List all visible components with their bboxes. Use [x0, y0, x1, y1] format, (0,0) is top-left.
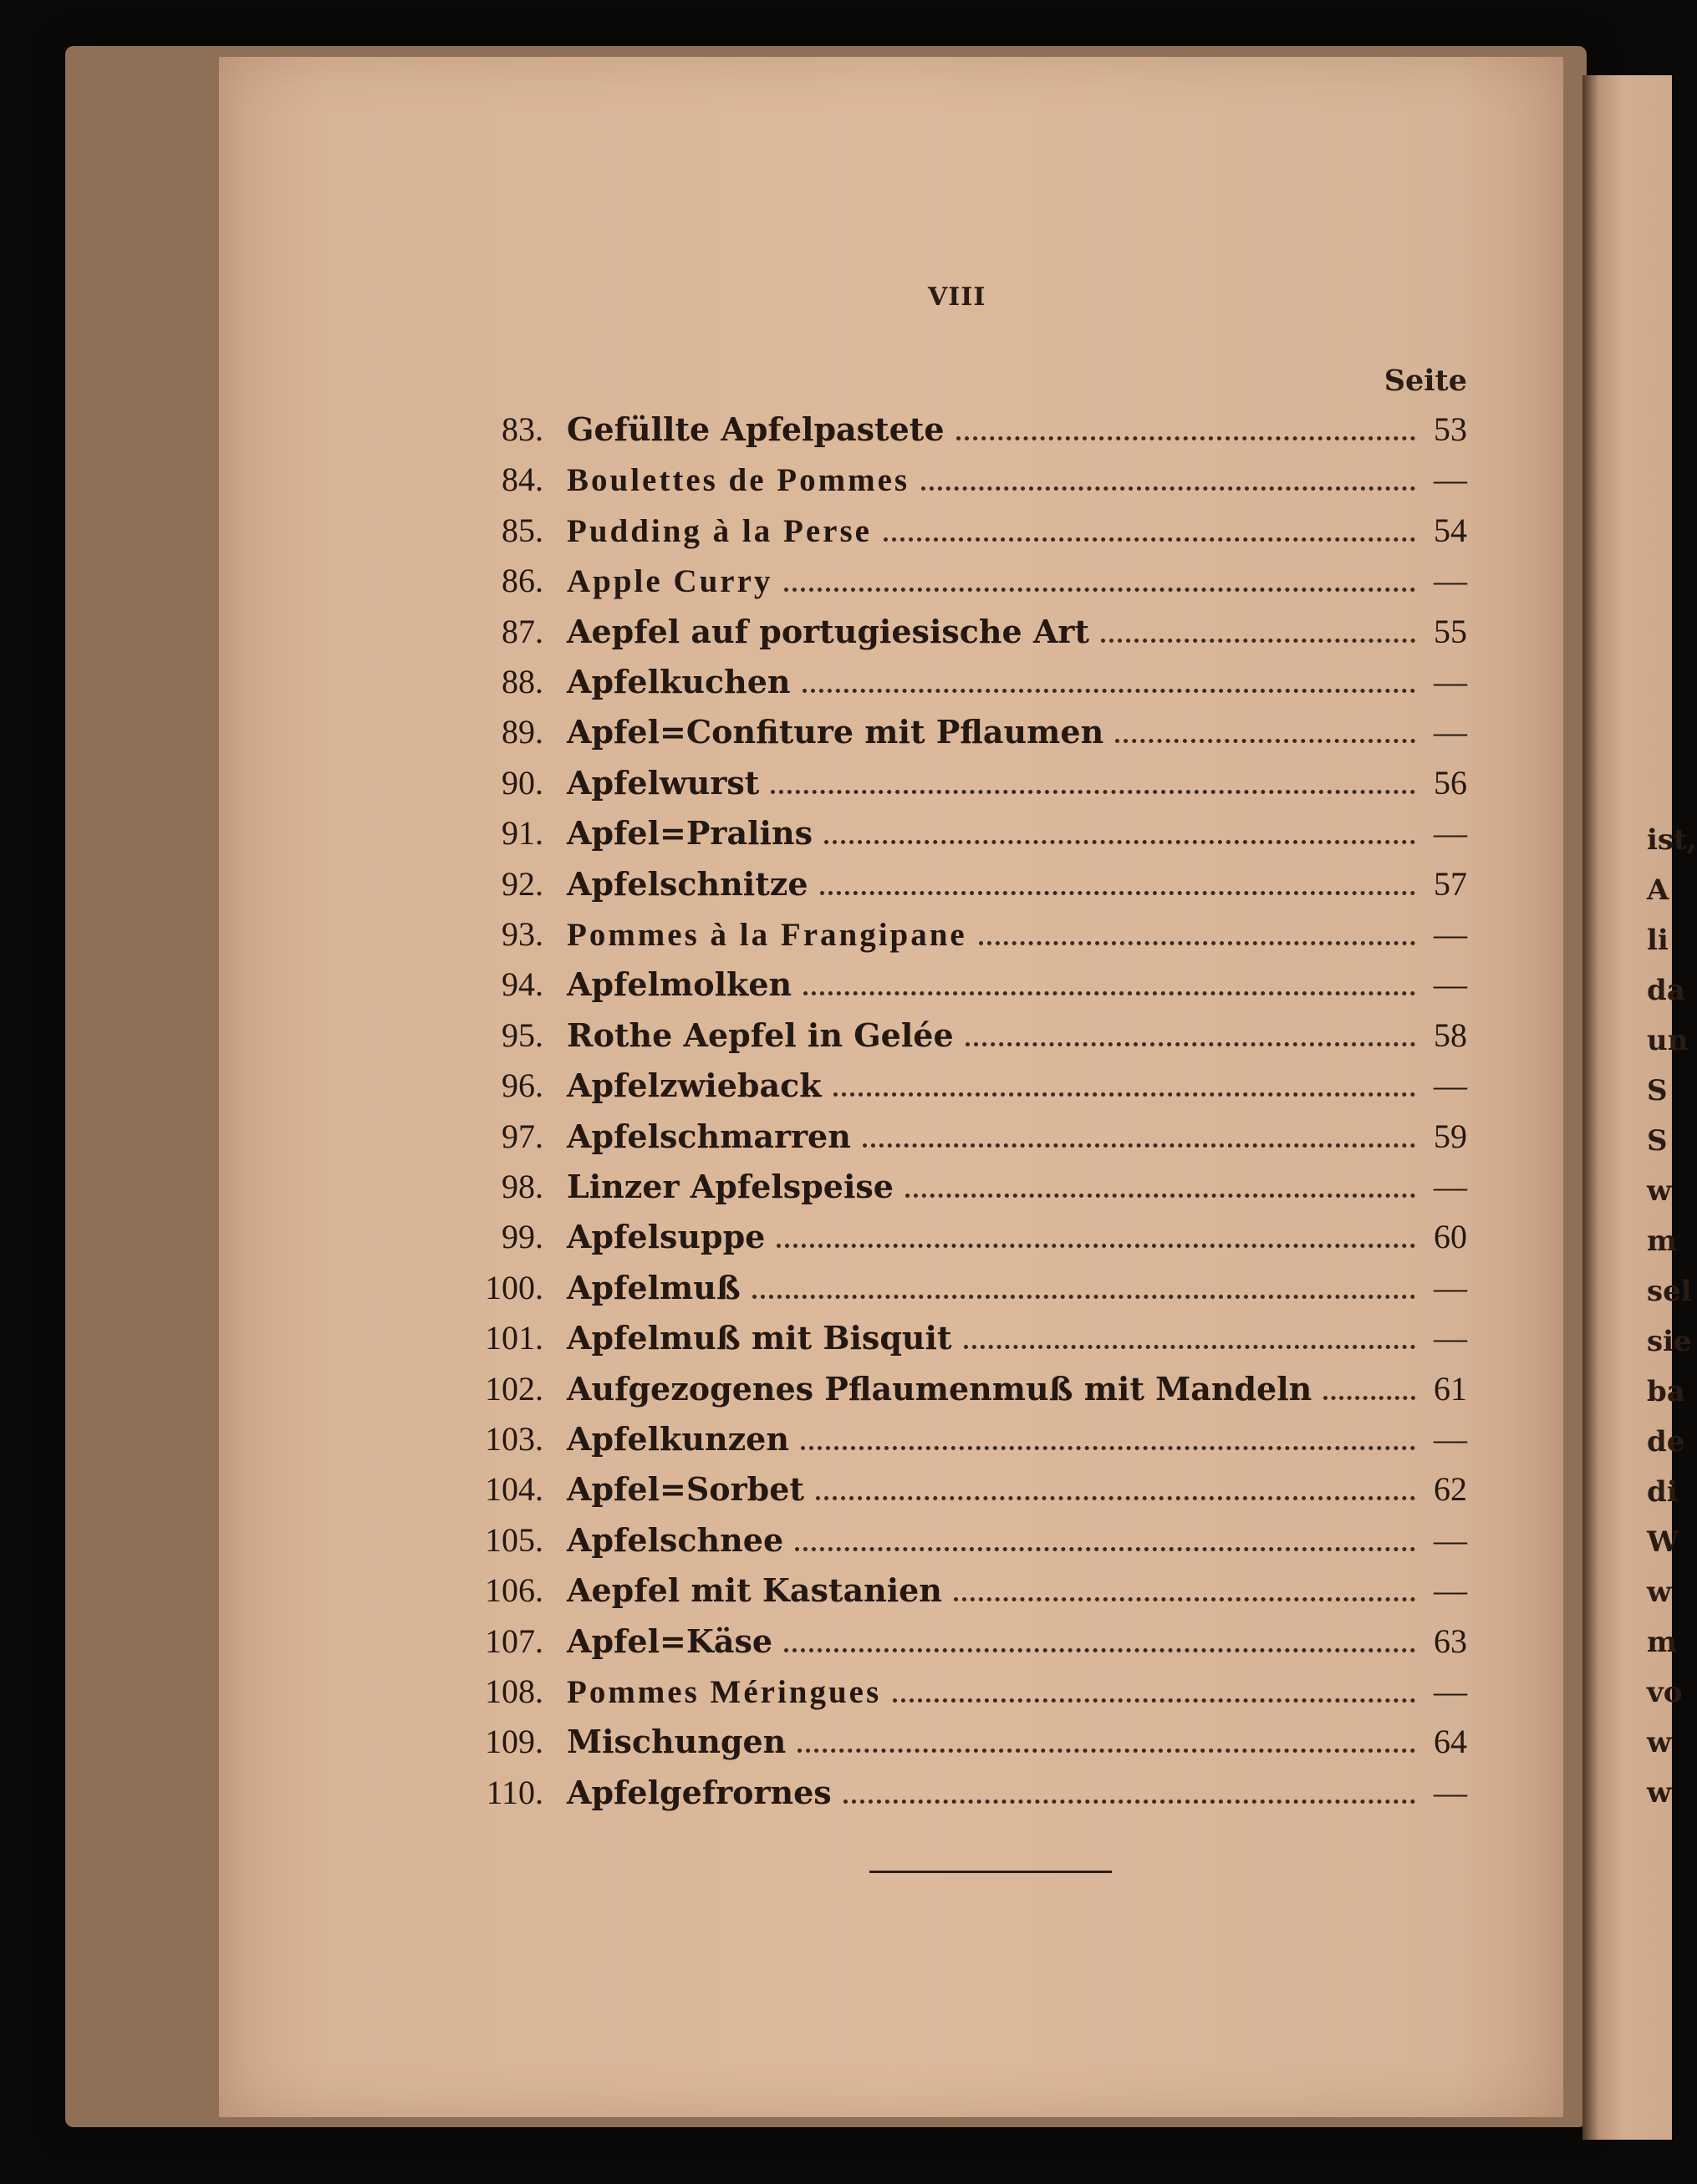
entry-title: Apfel=Confiture mit Pflaumen — [567, 713, 1104, 751]
toc-entry — [451, 763, 1475, 812]
entry-page: 60 — [1434, 1218, 1467, 1256]
entry-title: Apfelschmarren — [567, 1117, 851, 1155]
toc-entry — [451, 1773, 1475, 1821]
closing-rule — [869, 1871, 1112, 1873]
dot-leader — [905, 1194, 1415, 1198]
entry-title: Apfelzwieback — [567, 1067, 822, 1105]
entry-number: 84. — [502, 461, 543, 499]
toc-entry — [451, 965, 1475, 1013]
page-column-label: Seite — [1384, 364, 1467, 398]
entry-title: Pudding à la Perse — [567, 512, 872, 549]
dot-leader — [893, 1698, 1415, 1703]
dot-leader — [966, 1042, 1415, 1046]
facing-page-word: de — [1647, 1425, 1685, 1459]
entry-title: Aepfel auf portugiesische Art — [567, 612, 1089, 650]
entry-page: 64 — [1434, 1723, 1467, 1761]
entry-page: — — [1434, 663, 1467, 700]
entry-page: 57 — [1434, 864, 1467, 903]
facing-page-word: sel — [1647, 1275, 1692, 1308]
entry-number: 102. — [485, 1369, 543, 1408]
toc-entry — [451, 1167, 1475, 1215]
toc-entry — [451, 1571, 1475, 1619]
entry-page: — — [1434, 1773, 1467, 1811]
entry-number: 83. — [502, 410, 543, 448]
entry-page: 63 — [1434, 1621, 1467, 1660]
dot-leader — [954, 1597, 1415, 1601]
entry-number: 108. — [485, 1672, 543, 1710]
toc-entry — [451, 1520, 1475, 1569]
dot-leader — [803, 689, 1415, 693]
entry-number: 93. — [502, 915, 543, 953]
toc-entry — [451, 1621, 1475, 1670]
dot-leader — [816, 1496, 1415, 1500]
entry-title: Apfelwurst — [567, 763, 760, 802]
entry-page: — — [1434, 461, 1467, 499]
entry-page: — — [1434, 814, 1467, 853]
entry-title: Apfelmuß mit Bisquit — [567, 1319, 952, 1357]
entry-page: — — [1434, 1067, 1467, 1105]
entry-number: 97. — [502, 1117, 543, 1155]
dot-leader — [801, 1446, 1415, 1450]
dot-leader — [752, 1295, 1415, 1299]
entry-number: 91. — [502, 814, 543, 853]
entry-page: 53 — [1434, 410, 1467, 448]
entry-number: 98. — [502, 1168, 543, 1205]
toc-entry — [451, 1066, 1475, 1114]
dot-leader — [820, 891, 1415, 895]
entry-number: 85. — [502, 511, 543, 549]
toc-entry — [451, 410, 1475, 458]
dot-leader — [863, 1143, 1415, 1148]
entry-page: 54 — [1434, 511, 1467, 549]
entry-number: 89. — [502, 713, 543, 751]
dot-leader — [1101, 639, 1415, 643]
toc-entry — [451, 1722, 1475, 1770]
dot-leader — [843, 1800, 1415, 1804]
toc-entry — [451, 561, 1475, 609]
entry-page: 62 — [1434, 1470, 1467, 1509]
facing-page-word: S — [1647, 1074, 1668, 1107]
dot-leader — [803, 991, 1415, 995]
facing-page-word: sie — [1647, 1325, 1692, 1358]
entry-number: 105. — [485, 1520, 543, 1559]
dot-leader — [784, 588, 1415, 592]
facing-page-word: m — [1647, 1626, 1677, 1659]
entry-number: 101. — [485, 1319, 543, 1357]
toc-entry — [451, 914, 1475, 963]
facing-page-word: S — [1647, 1124, 1668, 1158]
entry-title: Pommes Méringues — [567, 1674, 882, 1710]
dot-leader — [921, 486, 1415, 491]
toc-entry — [451, 1117, 1475, 1165]
entry-number: 103. — [485, 1420, 543, 1458]
entry-page: — — [1434, 1571, 1467, 1610]
page-number-roman: VIII — [928, 283, 986, 312]
entry-number: 109. — [485, 1723, 543, 1761]
entry-number: 110. — [486, 1773, 543, 1811]
entry-number: 86. — [502, 562, 543, 600]
toc-entry — [451, 511, 1475, 559]
entry-page: — — [1434, 562, 1467, 600]
facing-page-word: A — [1647, 873, 1669, 907]
toc-entry — [451, 612, 1475, 660]
dot-leader — [956, 436, 1416, 440]
dot-leader — [1323, 1396, 1415, 1400]
entry-page: — — [1434, 1319, 1467, 1357]
entry-title: Apfelschnee — [567, 1520, 784, 1559]
facing-page-word: ba — [1647, 1375, 1685, 1408]
dot-leader — [884, 537, 1415, 542]
entry-page: — — [1434, 965, 1467, 1004]
dot-leader — [824, 840, 1415, 844]
facing-page-word: w — [1647, 1576, 1672, 1609]
entry-number: 104. — [485, 1470, 543, 1509]
entry-title: Aepfel mit Kastanien — [567, 1571, 942, 1610]
entry-page: 58 — [1434, 1016, 1467, 1054]
entry-number: 99. — [502, 1218, 543, 1256]
entry-title: Apfelsuppe — [567, 1218, 766, 1256]
facing-page-word: w — [1647, 1174, 1672, 1208]
entry-number: 90. — [502, 763, 543, 802]
entry-page: — — [1434, 1672, 1467, 1710]
facing-page-word: da — [1647, 974, 1685, 1007]
entry-page: — — [1434, 1268, 1467, 1306]
entry-title: Apfel=Pralins — [567, 814, 813, 853]
dot-leader — [798, 1749, 1415, 1753]
entry-number: 106. — [485, 1571, 543, 1610]
entry-number: 88. — [502, 663, 543, 700]
toc-entry — [451, 1469, 1475, 1518]
entry-title: Boulettes de Pommes — [567, 462, 910, 499]
dot-leader — [833, 1092, 1415, 1097]
entry-title: Mischungen — [567, 1723, 787, 1761]
facing-page-word: m — [1647, 1224, 1677, 1258]
dot-leader — [784, 1648, 1415, 1652]
entry-title: Apfelschnitze — [567, 864, 808, 903]
entry-title: Apfelkunzen — [567, 1420, 789, 1458]
entry-number: 100. — [485, 1268, 543, 1306]
facing-page-word: w — [1647, 1776, 1672, 1810]
entry-number: 95. — [502, 1016, 543, 1054]
entry-number: 94. — [502, 965, 543, 1004]
entry-title: Aufgezogenes Pflaumenmuß mit Mandeln — [567, 1369, 1312, 1408]
toc-entry — [451, 1217, 1475, 1265]
entry-page: 55 — [1434, 612, 1467, 650]
entry-title: Pommes à la Frangipane — [567, 917, 967, 953]
dot-leader — [795, 1547, 1415, 1551]
entry-title: Apfelgefrornes — [567, 1773, 832, 1811]
entry-page: — — [1434, 1420, 1467, 1458]
entry-page: 59 — [1434, 1117, 1467, 1155]
entry-page: — — [1434, 1520, 1467, 1559]
toc-entry — [451, 712, 1475, 761]
entry-number: 92. — [502, 864, 543, 903]
entry-title: Apfelmolken — [567, 965, 792, 1004]
entry-title: Apfel=Käse — [567, 1621, 773, 1660]
toc-entry — [451, 813, 1475, 862]
toc-entry — [451, 1369, 1475, 1418]
entry-title: Apfel=Sorbet — [567, 1470, 804, 1509]
dot-leader — [777, 1244, 1415, 1248]
toc-entry — [451, 1672, 1475, 1720]
entry-number: 107. — [485, 1621, 543, 1660]
entry-title: Apple Curry — [567, 563, 773, 600]
entry-page: — — [1434, 915, 1467, 953]
entry-title: Apfelkuchen — [567, 663, 791, 700]
facing-page-word: li — [1647, 924, 1669, 957]
dot-leader — [771, 790, 1415, 794]
toc-entry — [451, 1268, 1475, 1316]
entry-number: 87. — [502, 612, 543, 650]
toc-entry — [451, 1318, 1475, 1367]
entry-page: — — [1434, 713, 1467, 751]
facing-page-word: ist, — [1647, 823, 1697, 857]
entry-page: — — [1434, 1168, 1467, 1205]
facing-page-word: W — [1647, 1525, 1679, 1559]
entry-page: 61 — [1434, 1369, 1467, 1408]
facing-page-word: di — [1647, 1475, 1678, 1509]
toc-entry — [451, 1016, 1475, 1064]
entry-page: 56 — [1434, 763, 1467, 802]
facing-page-word: un — [1647, 1024, 1689, 1057]
entry-title: Rothe Aepfel in Gelée — [567, 1016, 954, 1054]
dot-leader — [964, 1345, 1415, 1349]
entry-title: Gefüllte Apfelpastete — [567, 410, 945, 448]
toc-entry — [451, 1419, 1475, 1468]
facing-page-word: vo — [1647, 1676, 1683, 1709]
toc-entry — [451, 662, 1475, 710]
entry-number: 96. — [502, 1067, 543, 1105]
toc-entry — [451, 864, 1475, 913]
entry-title: Linzer Apfelspeise — [567, 1168, 894, 1205]
toc-entry — [451, 460, 1475, 508]
facing-page-word: w — [1647, 1726, 1672, 1759]
entry-title: Apfelmuß — [567, 1268, 741, 1306]
dot-leader — [1115, 739, 1415, 743]
dot-leader — [979, 941, 1415, 945]
